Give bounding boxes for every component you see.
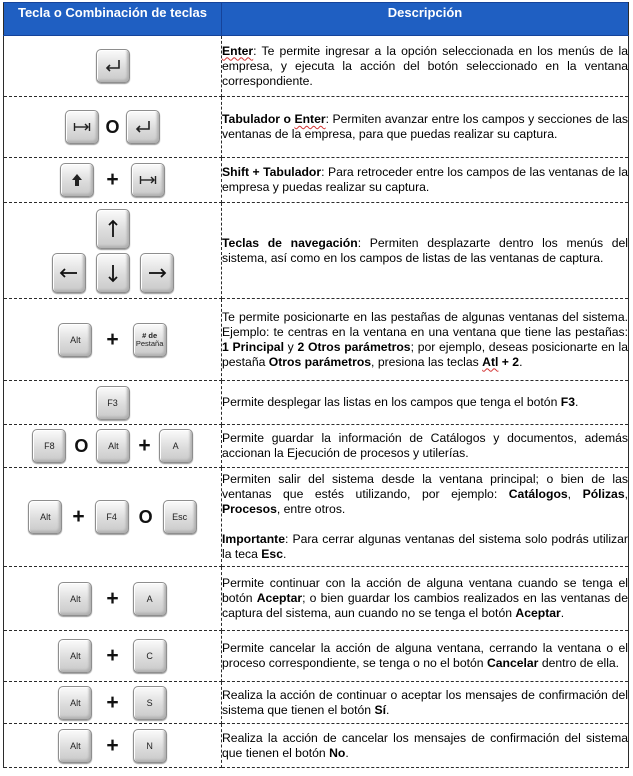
term-bold: Enter (222, 43, 254, 58)
alt-key: Alt (96, 429, 130, 463)
description-text: Permite continuar con la acción de alguna ventana cuando se tenga el botón (222, 576, 628, 605)
description-text: , (624, 487, 628, 501)
header-key-column: Tecla o Combinación de teclas (4, 3, 222, 36)
shortcuts-table (3, 2, 629, 768)
arrow-left-icon (52, 253, 86, 293)
description-cell (222, 36, 629, 97)
table-row (4, 97, 629, 158)
description-text: . (574, 395, 579, 409)
tab-number-key-line1: # de (142, 330, 158, 340)
table-row (4, 724, 629, 768)
arrow-up-icon (96, 209, 130, 249)
table-header-row (4, 3, 629, 36)
or-separator: O (105, 116, 120, 137)
n-key: N (133, 729, 167, 763)
table-row (4, 631, 629, 682)
table-row (4, 468, 629, 567)
plus-separator: + (106, 586, 119, 610)
description-cell (222, 631, 629, 682)
description-text: Realiza la acción de cancelar los mensajes de confirmación del sistema que tienen el botón (222, 730, 628, 760)
alt-key: Alt (28, 500, 62, 534)
shortcuts-table-wrapper (3, 2, 628, 768)
tab-key-icon (131, 163, 165, 197)
f8-key: F8 (32, 429, 66, 463)
or-separator: O (74, 435, 89, 456)
a-key: A (159, 429, 193, 463)
description-text: y (283, 339, 298, 354)
header-description-column: Descripción (222, 3, 629, 36)
plus-separator: + (106, 690, 119, 714)
term-bold: Aceptar (515, 606, 561, 620)
table-row (4, 158, 629, 203)
description-text: : Permiten desplazarte dentro los menús del sistema, así como en los campos de listas de las ventanas de captura. (222, 235, 628, 265)
term-bold: Cancelar (486, 656, 539, 670)
key-cell (4, 682, 222, 724)
term-bold: F3 (560, 395, 575, 409)
description-text: dentro de ella. (538, 656, 620, 670)
term-bold: Atl (482, 354, 499, 369)
table-row (4, 567, 629, 631)
description-text: . (560, 606, 565, 620)
description-cell (222, 299, 629, 381)
plus-separator: + (72, 505, 85, 528)
description-text: , entre otros. (276, 502, 346, 516)
term-bold: Importante (222, 532, 285, 546)
description-text: Te permite posicionarte en las pestañas de algunas ventanas del sistema. Ejemplo: te centras en la ventana en una ventana que tiene las pestañas: (222, 309, 628, 339)
description-text: : Te permite ingresar a la opción seleccionada en los menús de la empresa, y ejecuta la acción del botón seleccionado en la ventana correspondiente. (222, 43, 628, 88)
key-cell (4, 97, 222, 158)
table-row (4, 36, 629, 97)
description-cell (222, 381, 629, 425)
s-key: S (133, 686, 167, 720)
key-cell (4, 567, 222, 631)
term-bold: Teclas de navegación (222, 235, 358, 250)
description-text: . (282, 547, 287, 561)
term-bold: Procesos (222, 502, 277, 516)
term-bold: Otros parámetros (268, 354, 372, 369)
a-key: A (133, 582, 167, 616)
key-cell (4, 36, 222, 97)
description-text: ; o bien guardar los cambios realizados en las ventanas de captura del sistema, aun cuando no se tenga el botón (222, 591, 628, 620)
key-cell (4, 724, 222, 768)
term-bold: 1 Principal (222, 339, 284, 354)
term-bold: Catálogos (508, 487, 568, 501)
table-row (4, 203, 629, 299)
description-cell (222, 425, 629, 468)
esc-key: Esc (163, 500, 197, 534)
description-cell (222, 203, 629, 299)
alt-key: Alt (58, 323, 92, 357)
term-bold: No (329, 745, 346, 760)
alt-key: Alt (58, 582, 92, 616)
plus-separator: + (106, 733, 119, 757)
enter-key-icon (96, 49, 130, 83)
key-cell (4, 381, 222, 425)
description-text: : Para cerrar algunas ventanas del sistema solo podrás utilizar la teca (222, 532, 628, 561)
shift-up-arrow-icon (60, 163, 94, 197)
f4-key: F4 (95, 500, 129, 534)
description-text: : Para retroceder entre los campos de las ventanas de la empresa y puedas realizar su captura. (222, 165, 628, 194)
description-text: . (345, 745, 349, 760)
term-bold: Shift + Tabulador (222, 165, 322, 179)
table-row (4, 425, 629, 468)
tab-key-icon (65, 110, 99, 144)
description-cell (222, 724, 629, 768)
description-text: , presiona las teclas (371, 354, 483, 369)
enter-key-icon (126, 110, 160, 144)
tab-number-key (133, 323, 167, 357)
term-bold: Esc (261, 547, 283, 561)
alt-key: Alt (58, 686, 92, 720)
key-cell (4, 468, 222, 567)
description-text: . (385, 702, 390, 717)
key-cell (4, 631, 222, 682)
description-text: Permite guardar la información de Catálogos y documentos, además accionan la Ejecución de procesos y utilerías. (222, 431, 628, 460)
description-cell (222, 158, 629, 203)
description-cell (222, 468, 629, 567)
f3-key: F3 (96, 386, 130, 420)
description-text: Permiten salir del sistema desde la ventana principal; o bien de las ventanas que estés utilizando, por ejemplo: (222, 472, 628, 501)
table-row (4, 299, 629, 381)
term-bold: Aceptar (256, 591, 303, 605)
description-text: Permite desplegar las listas en los campos que tenga el botón (222, 395, 561, 409)
tab-number-key-line2: Pestaña (135, 338, 164, 348)
term-bold: Tabulador o (222, 112, 295, 126)
table-row (4, 682, 629, 724)
description-text: Realiza la acción de continuar o aceptar los mensajes de confirmación del sistema que tienen el botón (222, 687, 628, 717)
term-bold: Enter (294, 112, 326, 126)
arrow-down-icon (96, 253, 130, 293)
description-text: ; por ejemplo, deseas posicionarte en la pestaña (222, 339, 628, 369)
description-cell (222, 682, 629, 724)
key-cell (4, 203, 222, 299)
alt-key: Alt (58, 639, 92, 673)
key-cell (4, 299, 222, 381)
description-text: : Permiten avanzar entre los campos y secciones de las ventanas de la empresa, para que puedas realizar su captura. (222, 112, 628, 141)
plus-separator: + (106, 168, 119, 191)
c-key: C (133, 639, 167, 673)
key-cell (4, 425, 222, 468)
alt-key: Alt (58, 729, 92, 763)
key-cell (4, 158, 222, 203)
or-separator: O (138, 506, 153, 527)
term-bold: Pólizas (582, 487, 625, 501)
description-text: , (567, 487, 583, 501)
plus-separator: + (138, 434, 151, 457)
plus-separator: + (106, 644, 119, 667)
description-text: Permite cancelar la acción de alguna ventana, cerrando la ventana o el proceso correspondiente, se tenga o no el botón (222, 641, 628, 670)
term-bold: 2 Otros parámetros (297, 339, 411, 354)
plus-separator: + (106, 327, 119, 351)
description-cell (222, 97, 629, 158)
description-cell (222, 567, 629, 631)
description-text: . (519, 354, 523, 369)
arrow-right-icon (140, 253, 174, 293)
term-bold: Sí (374, 702, 386, 717)
term-bold: + 2 (498, 354, 520, 369)
table-row (4, 381, 629, 425)
